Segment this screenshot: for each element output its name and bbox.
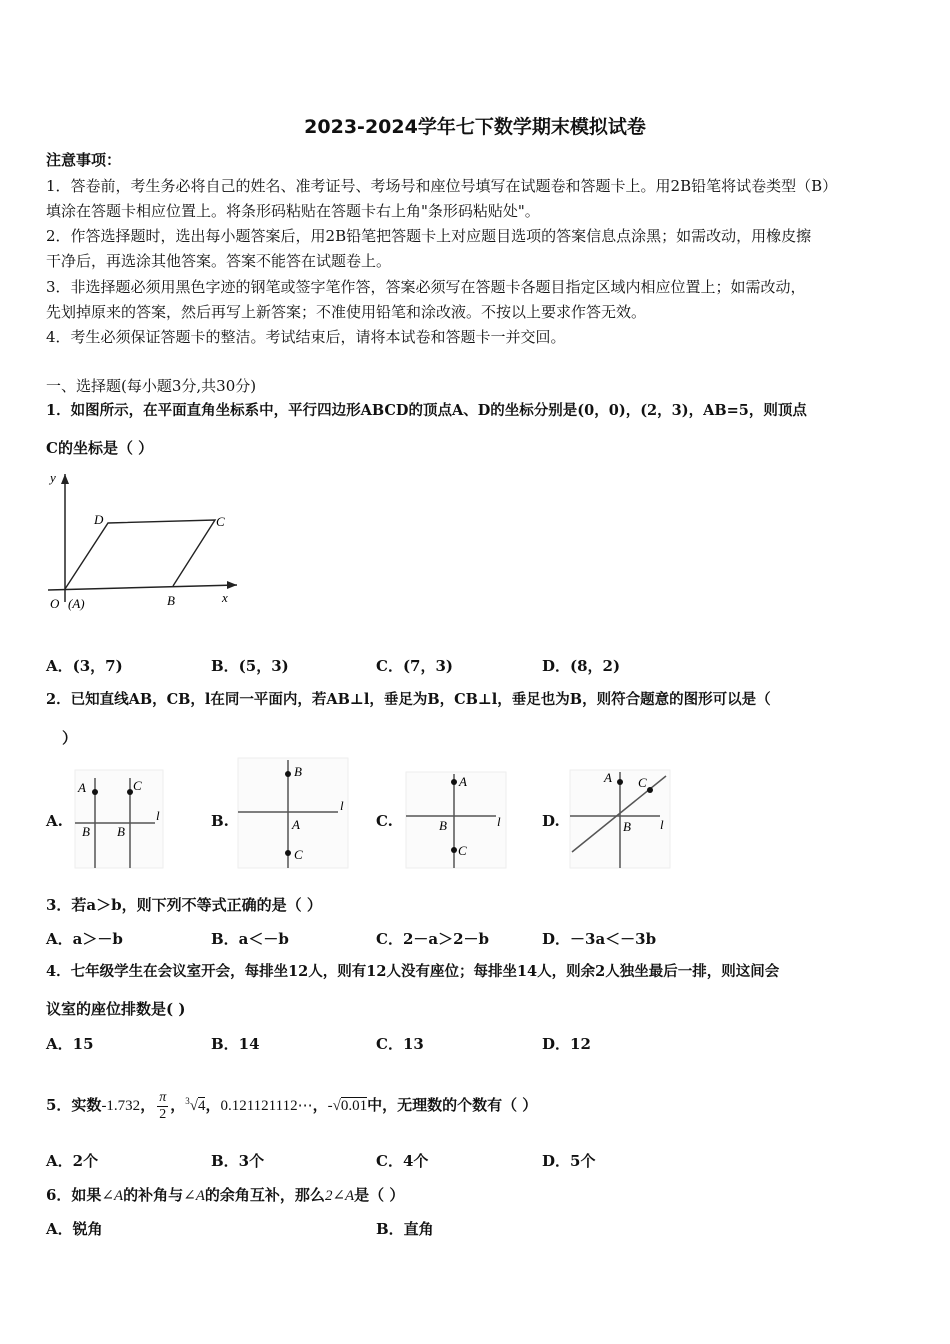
q1-parallelogram-figure — [40, 470, 250, 620]
label-l: l — [497, 814, 501, 829]
q6-option-b[interactable]: B．直角 — [376, 1220, 434, 1238]
label-l: l — [660, 817, 664, 832]
q3-option-b[interactable]: B．a＜－b — [211, 930, 289, 948]
q2-option-b-figure[interactable] — [236, 756, 351, 870]
radical-sign-icon: √ — [189, 1098, 198, 1114]
notice-line: 2．作答选择题时，选出每小题答案后，用2B铅笔把答题卡上对应题目选项的答案信息点涂黑；如需改动，用橡皮擦 — [46, 227, 812, 245]
label-c: C — [294, 847, 303, 862]
q6-part: 是（ ） — [354, 1186, 405, 1204]
q5-separator: ， — [140, 1096, 156, 1114]
notice-line: 干净后，再选涂其他答案。答案不能答在试题卷上。 — [46, 252, 392, 270]
question-1-text: 1．如图所示，在平面直角坐标系中，平行四边形ABCD的顶点A、D的坐标分别是(0，0)，(2，3)，AB=5，则顶点 — [46, 402, 807, 419]
q3-option-a[interactable]: A．a＞－b — [46, 930, 123, 948]
section-heading: 一、选择题(每小题3分,共30分) — [46, 377, 257, 395]
q5-number-1: -1.732 — [101, 1098, 141, 1114]
origin-label: O — [50, 596, 60, 611]
label-b: B — [117, 824, 125, 839]
q4-option-d[interactable]: D．12 — [542, 1035, 591, 1053]
q2-option-d-figure[interactable] — [568, 768, 673, 870]
minus-sign: - — [327, 1098, 333, 1114]
question-2-text-2: ） — [62, 729, 78, 747]
q5-option-a[interactable]: A．2个 — [46, 1152, 99, 1170]
q4-option-c[interactable]: C．13 — [376, 1035, 424, 1053]
q5-suffix: 中，无理数的个数有（ ） — [367, 1096, 538, 1114]
question-6-text — [46, 1185, 404, 1206]
y-axis-label: y — [50, 470, 56, 485]
q6-angle: ∠A — [101, 1188, 124, 1204]
radical-sign-icon: √ — [332, 1098, 341, 1114]
q5-option-c[interactable]: C．4个 — [376, 1152, 429, 1170]
label-c: C — [133, 778, 142, 793]
question-3-text: 3．若a＞b，则下列不等式正确的是（ ） — [46, 896, 322, 914]
q5-number-4: 0.121121112⋯ — [220, 1098, 313, 1114]
point-d-label: D — [94, 512, 104, 527]
q1-option-a[interactable]: A．(3，7) — [46, 657, 123, 675]
q2-option-d-letter[interactable]: D. — [542, 812, 560, 830]
notice-line: 3．非选择题必须用黑色字迹的钢笔或签字笔作答，答案必须写在答题卡各题目指定区域内相应位置上；如需改动， — [46, 278, 806, 296]
q5-cube-root — [185, 1098, 205, 1114]
sqrt-body: 0.01 — [340, 1098, 368, 1114]
q6-angle: 2∠A — [324, 1188, 355, 1204]
q5-neg-sqrt — [328, 1097, 367, 1114]
q5-prefix: 5．实数 — [46, 1096, 102, 1114]
q6-angle: ∠A — [183, 1188, 205, 1204]
label-c: C — [638, 775, 647, 790]
q4-option-a[interactable]: A．15 — [46, 1035, 94, 1053]
label-b: B — [439, 818, 447, 833]
notice-line: 4．考生必须保证答题卡的整洁。考试结束后，请将本试卷和答题卡一并交回。 — [46, 328, 566, 346]
question-4-text: 4．七年级学生在会议室开会，每排坐12人，则有12人没有座位；每排坐14人，则余2人独坐最后一排，则这间会 — [46, 963, 780, 980]
root-index: 3 — [185, 1096, 190, 1106]
q5-separator: ， — [312, 1096, 328, 1114]
frac-numerator: π — [159, 1089, 167, 1105]
question-2-text: 2．已知直线AB，CB，l在同一平面内，若AB⊥l，垂足为B，CB⊥l，垂足也为B，则符合题意的图形可以是（ — [46, 691, 771, 708]
q5-separator: ， — [205, 1096, 221, 1114]
label-b: B — [82, 824, 90, 839]
label-b: B — [623, 819, 631, 834]
q2-option-c-figure[interactable] — [404, 770, 509, 870]
q1-option-b[interactable]: B．(5，3) — [211, 657, 289, 675]
point-a-label: (A) — [68, 596, 85, 611]
q2-option-a-figure[interactable] — [70, 768, 170, 870]
notice-heading: 注意事项： — [46, 151, 122, 169]
q6-part: 的补角与 — [123, 1186, 184, 1204]
frac-denominator: 2 — [159, 1106, 167, 1122]
notice-line: 填涂在答题卡相应位置上。将条形码粘贴在答题卡右上角"条形码粘贴处"。 — [46, 202, 540, 220]
label-c: C — [458, 843, 467, 858]
q5-pi-over-2 — [157, 1090, 168, 1123]
q3-option-d[interactable]: D．－3a＜－3b — [542, 930, 657, 948]
q1-option-d[interactable]: D．(8，2) — [542, 657, 621, 675]
q2-option-a-letter[interactable]: A. — [46, 812, 63, 830]
label-a: A — [78, 780, 86, 795]
question-4-text-2: 议室的座位排数是( ) — [46, 1000, 186, 1018]
label-a: A — [604, 770, 612, 785]
q4-option-b[interactable]: B．14 — [211, 1035, 260, 1053]
question-1-text-2: C的坐标是（ ） — [46, 439, 154, 457]
notice-line: 1．答卷前，考生务必将自己的姓名、准考证号、考场号和座位号填写在试题卷和答题卡上。用2B铅笔将试卷类型（B） — [46, 177, 838, 195]
root-body: 4 — [197, 1098, 206, 1114]
label-l: l — [156, 808, 160, 823]
q5-option-d[interactable]: D．5个 — [542, 1152, 596, 1170]
question-5-text — [46, 1080, 537, 1124]
page-title: 2023-2024学年七下数学期末模拟试卷 — [304, 116, 646, 138]
label-a: A — [292, 817, 300, 832]
q6-option-a[interactable]: A．锐角 — [46, 1220, 103, 1238]
q6-part: 的余角互补，那么 — [204, 1186, 325, 1204]
q2-option-b-letter[interactable]: B. — [211, 812, 229, 830]
label-a: A — [459, 774, 467, 789]
q6-part: 6．如果 — [46, 1186, 102, 1204]
q3-option-c[interactable]: C．2－a＞2－b — [376, 930, 490, 948]
point-b-label: B — [167, 593, 175, 608]
q5-separator: ， — [170, 1096, 186, 1114]
q1-option-c[interactable]: C．(7，3) — [376, 657, 454, 675]
point-c-label: C — [216, 514, 225, 529]
notice-line: 先划掉原来的答案，然后再写上新答案；不准使用铅笔和涂改液。不按以上要求作答无效。 — [46, 303, 647, 321]
q5-option-b[interactable]: B．3个 — [211, 1152, 265, 1170]
q2-option-c-letter[interactable]: C. — [376, 812, 393, 830]
label-l: l — [340, 798, 344, 813]
label-b: B — [294, 764, 302, 779]
x-axis-label: x — [222, 590, 228, 605]
